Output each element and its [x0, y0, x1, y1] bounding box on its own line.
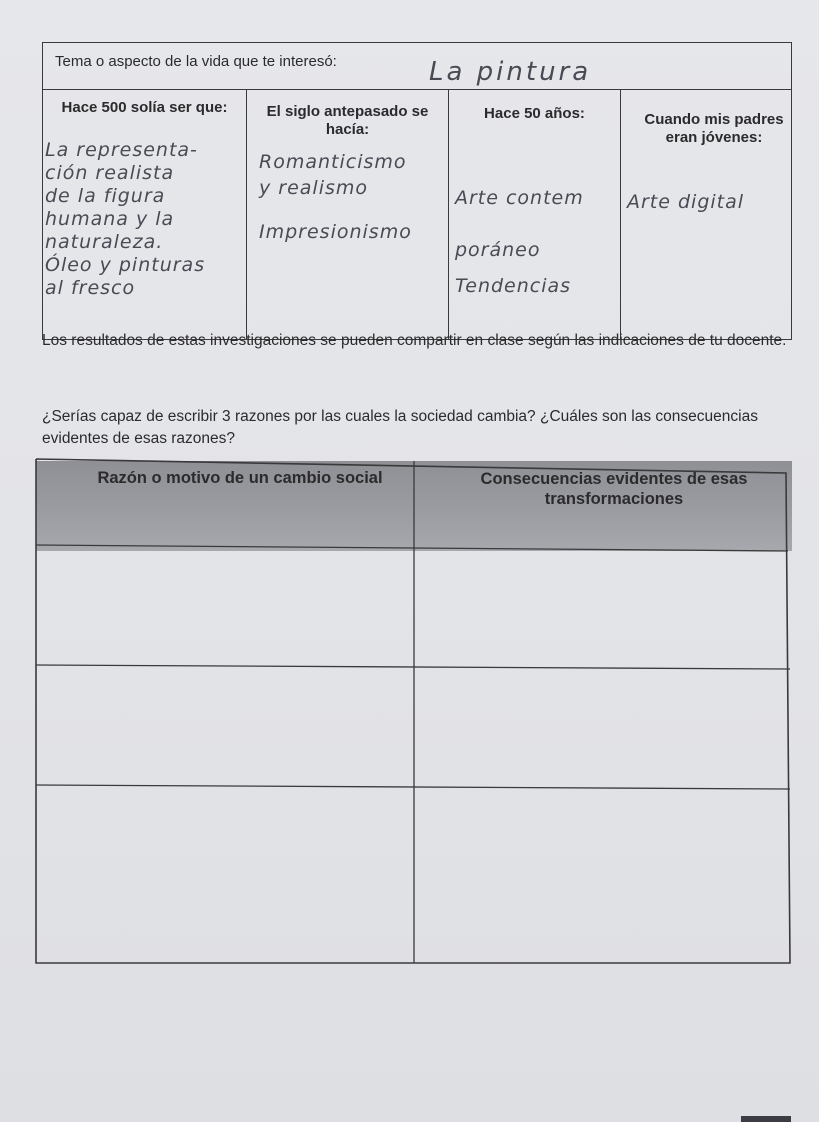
question-paragraph: ¿Serías capaz de escribir 3 razones por las cuales la sociedad cambia? ¿Cuáles son las consecuencias evidentes de esas razones?	[42, 408, 758, 447]
social-change-table	[30, 455, 792, 965]
consequence-cell-2[interactable]	[418, 671, 786, 787]
column-500-years	[43, 89, 247, 339]
column-header-reason: Razón o motivo de un cambio social	[97, 469, 383, 487]
answer-line: y realismo	[259, 177, 369, 199]
instructions-paragraph: Los resultados de estas investigaciones se pueden compartir en clase según las indicaciones de tu docente.	[42, 332, 787, 349]
answer-line: Impresionismo	[259, 221, 412, 243]
column-previous-century	[247, 89, 449, 339]
reason-cell-3[interactable]	[40, 789, 410, 959]
answer-line: Romanticismo	[259, 151, 407, 173]
answer-line: poráneo	[455, 239, 541, 261]
handwritten-answer	[455, 159, 635, 325]
column-header: El siglo antepasado se hacía:	[266, 103, 429, 138]
column-header: Hace 50 años:	[484, 105, 585, 122]
column-parents-youth	[621, 89, 793, 339]
column-50-years	[449, 89, 621, 339]
answer-line: Arte contem	[455, 187, 584, 209]
column-header: Cuando mis padres eran jóvenes:	[644, 111, 784, 146]
column-header-consequences: Consecuencias evidentes de esas transformaciones	[480, 470, 748, 508]
answer-line: Tendencias	[455, 275, 572, 297]
consequence-cell-1[interactable]	[418, 553, 786, 665]
handwritten-answer: La representa- ción realista de la figura humana y la naturaleza. Óleo y pinturas al fresco	[45, 139, 206, 299]
table-title-row	[43, 43, 791, 90]
reason-cell-2[interactable]	[40, 669, 410, 785]
topic-answer: La pintura	[429, 57, 592, 87]
handwritten-answer	[259, 149, 449, 245]
consequence-cell-3[interactable]	[418, 791, 786, 961]
column-header: Hace 500 solía ser que:	[61, 99, 228, 116]
research-table	[42, 42, 792, 340]
handwritten-answer: Arte digital	[627, 191, 745, 213]
topic-label: Tema o aspecto de la vida que te interesó:	[55, 53, 337, 70]
page-edge-shadow	[741, 1116, 791, 1122]
reason-cell-1[interactable]	[40, 551, 410, 665]
